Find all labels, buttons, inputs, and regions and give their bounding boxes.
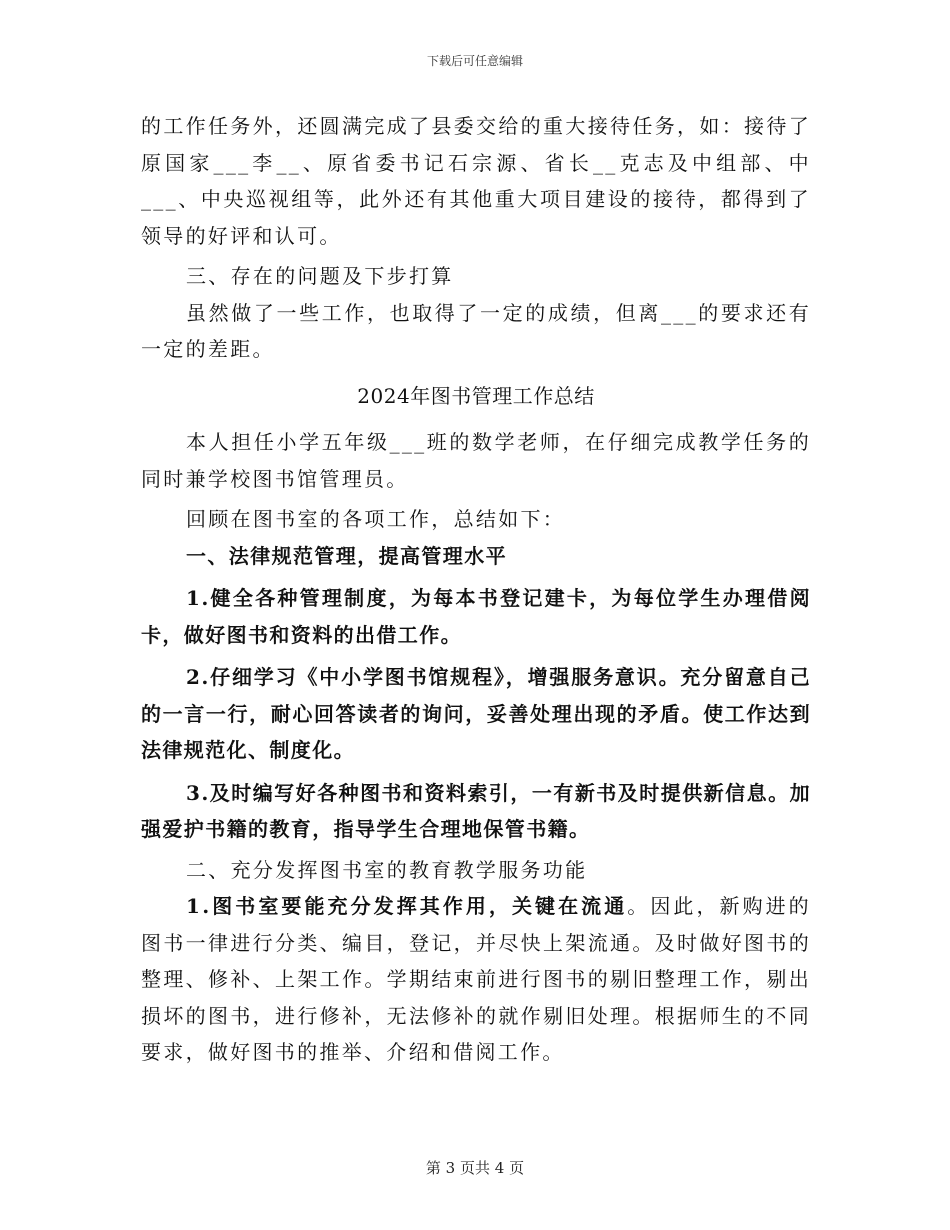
section-1-item-2: 2.仔细学习《中小学图书馆规程》，增强服务意识。充分留意自己的一言一行，耐心回答读者的询问，妥善处理出现的矛盾。使工作达到法律规范化、制度化。: [141, 665, 811, 762]
document-title: 2024年图书管理工作总结: [357, 383, 595, 408]
heading-problems-and-plans: 三、存在的问题及下步打算: [186, 264, 454, 288]
heading-section-2: 二、充分发挥图书室的教育教学服务功能: [186, 857, 588, 882]
document-body: [141, 108, 811, 1071]
section-2-item-1: [141, 888, 811, 1071]
section-2-item-1-lead: 1.图书室要能充分发挥其作用，关键在流通: [186, 894, 628, 918]
heading-section-1: 一、法律规范管理，提高管理水平: [186, 543, 507, 568]
paragraph-intro: 本人担任小学五年级___班的数学老师，在仔细完成教学任务的同时兼学校图书馆管理员。: [141, 430, 811, 491]
page-footer: 第 3 页共 4 页: [425, 1159, 525, 1177]
paragraph-gap: 虽然做了一些工作，也取得了一定的成绩，但离___的要求还有一定的差距。: [141, 300, 811, 361]
paragraph-review: 回顾在图书室的各项工作，总结如下：: [186, 507, 566, 531]
section-2-item-1-text: 。因此，新购进的图书一律进行分类、编目，登记，并尽快上架流通。及时做好图书的整理、修补、上架工作。学期结束前进行图书的剔旧整理工作，剔出损坏的图书，进行修补，无法修补的就作剔旧处理。根据师生的不同要求，做好图书的推举、介绍和借阅工作。: [141, 894, 811, 1064]
page-header: 下载后可任意编辑: [426, 54, 523, 68]
section-1-item-3: 3.及时编写好各种图书和资料索引，一有新书及时提供新信息。加强爱护书籍的教育，指导学生合理地保管书籍。: [141, 780, 811, 841]
section-1-item-1: 1.健全各种管理制度，为每本书登记建卡，为每位学生办理借阅卡，做好图书和资料的出借工作。: [141, 586, 811, 647]
paragraph-continued-work: 的工作任务外，还圆满完成了县委交给的重大接待任务，如：接待了原国家___李__、原省委书记石宗源、省长__克志及中组部、中___、中央巡视组等，此外还有其他重大项目建设的接待，都得到了领导的好评和认可。: [141, 114, 811, 248]
